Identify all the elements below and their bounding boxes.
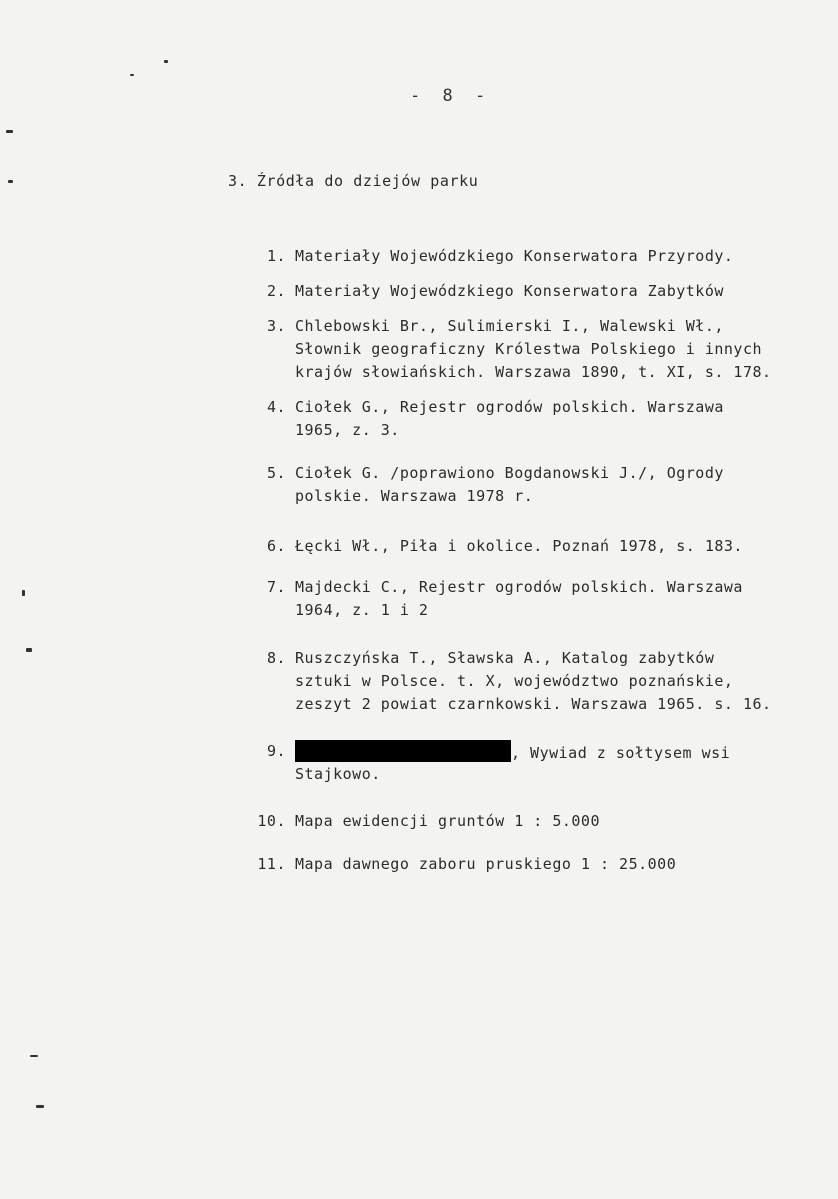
source-item-number: 9.: [266, 742, 286, 760]
scan-speck: [30, 1055, 38, 1057]
source-item-line: polskie. Warszawa 1978 r.: [295, 487, 534, 505]
source-item-number: 11.: [257, 855, 286, 873]
source-item-line: Ruszczyńska T., Sławska A., Katalog zabytków: [295, 649, 715, 667]
source-item-line: [295, 740, 730, 765]
redaction-bar: [295, 740, 511, 762]
source-item-number: 10.: [257, 812, 286, 830]
section-number: 3.: [228, 172, 248, 190]
scan-speck: [6, 130, 13, 133]
source-item-number: 7.: [266, 578, 286, 596]
source-item-number: 5.: [266, 464, 286, 482]
source-item-line: Ciołek G. /poprawiono Bogdanowski J./, Ogrody: [295, 464, 724, 482]
source-item-number: 6.: [266, 537, 286, 555]
scan-speck: [130, 74, 134, 76]
source-item-number: 2.: [266, 282, 286, 300]
source-item-line: Ciołek G., Rejestr ogrodów polskich. Warszawa: [295, 398, 724, 416]
source-item-number: 8.: [266, 649, 286, 667]
source-item-line: sztuki w Polsce. t. X, województwo poznańskie,: [295, 672, 734, 690]
scan-speck: [8, 180, 13, 183]
source-item-line: Stajkowo.: [295, 765, 381, 783]
source-item-text: , Wywiad z sołtysem wsi: [511, 744, 731, 762]
source-item-line: krajów słowiańskich. Warszawa 1890, t. XI, s. 178.: [295, 363, 772, 381]
section-heading: [228, 172, 478, 190]
source-item-line: Chlebowski Br., Sulimierski I., Walewski Wł.,: [295, 317, 724, 335]
source-item-line: 1965, z. 3.: [295, 421, 400, 439]
source-item-number: 1.: [266, 247, 286, 265]
source-item-line: Łęcki Wł., Piła i okolice. Poznań 1978, s. 183.: [295, 537, 743, 555]
page-number: - 8 -: [410, 86, 492, 106]
source-item-number: 3.: [266, 317, 286, 335]
scan-speck: [164, 60, 168, 63]
source-item-line: 1964, z. 1 i 2: [295, 601, 429, 619]
source-item-line: Materiały Wojewódzkiego Konserwatora Zabytków: [295, 282, 724, 300]
source-item-line: Mapa ewidencji gruntów 1 : 5.000: [295, 812, 600, 830]
source-item-number: 4.: [266, 398, 286, 416]
section-title: Źródła do dziejów parku: [256, 172, 479, 190]
source-item-line: Mapa dawnego zaboru pruskiego 1 : 25.000: [295, 855, 677, 873]
scan-speck: [36, 1105, 44, 1108]
source-item-line: Majdecki C., Rejestr ogrodów polskich. Warszawa: [295, 578, 743, 596]
source-item-line: zeszyt 2 powiat czarnkowski. Warszawa 1965. s. 16.: [295, 695, 772, 713]
scan-speck: [26, 648, 32, 652]
source-item-line: Materiały Wojewódzkiego Konserwatora Przyrody.: [295, 247, 734, 265]
scan-speck: [22, 590, 25, 596]
source-item-line: Słownik geograficzny Królestwa Polskiego i innych: [295, 340, 763, 358]
